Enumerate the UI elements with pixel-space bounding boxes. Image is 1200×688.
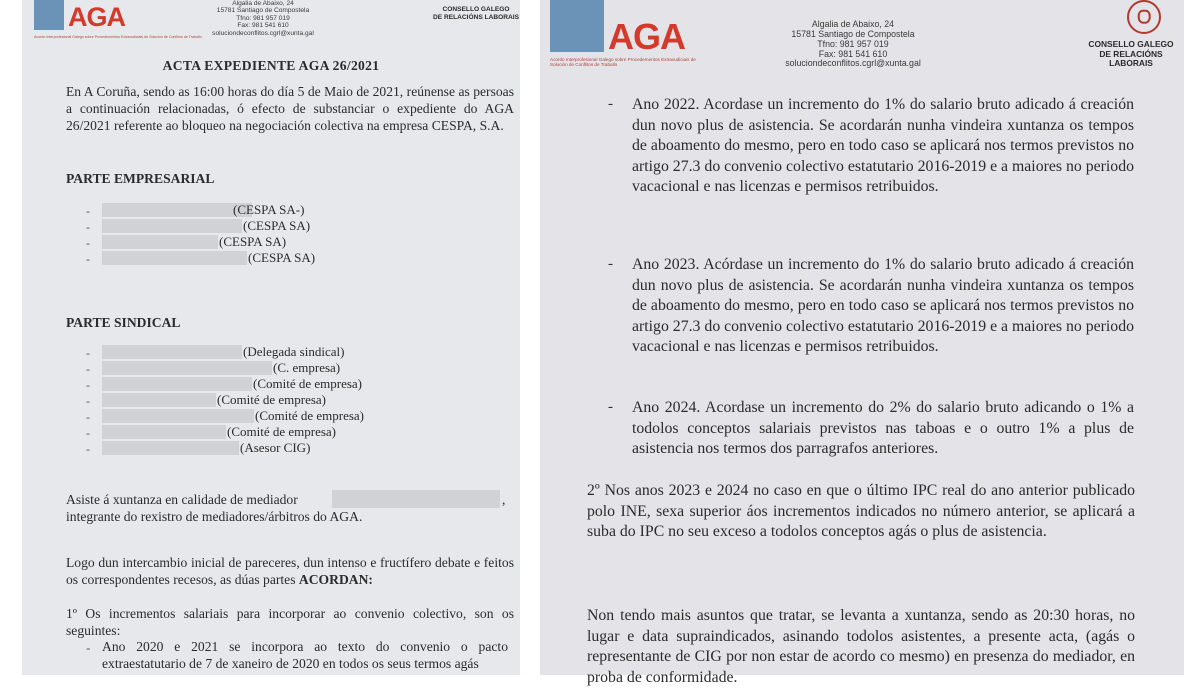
item-2024: Ano 2024. Acordase un incremento do 2% do salario bruto adicando o 1% a todolos conceptos salariais previstos nas taboas e o outro 1% a plus de asistencia nos termos dos parragrafos anteriores.	[632, 399, 1134, 457]
redacted-name	[102, 345, 242, 359]
member-affiliation: (CESPA SA)	[248, 250, 316, 265]
document-page-left	[22, 0, 520, 675]
list-dash: -	[86, 442, 90, 456]
redacted-name	[102, 425, 226, 439]
redacted-name	[102, 219, 242, 233]
list-dash: -	[86, 204, 90, 218]
mediator-line: integrante do rexistro de mediadores/árbitros do AGA.	[66, 509, 363, 524]
redacted-name	[102, 203, 252, 217]
member-affiliation: (Comité de empresa)	[227, 424, 337, 439]
aga-logo	[34, 0, 202, 50]
agreement-word: ACORDAN:	[298, 572, 373, 587]
list-dash: -	[86, 220, 90, 234]
closing-paragraph: Non tendo mais asuntos que tratar, se levanta a xuntanza, sendo as 20:30 horas, no lugar e data supraindicados, asinando todolos asistentes, a presente acta, (agás o representante de CIG por non estar de acordo co mesmo) en presenza do mediador, en proba de conformidade.	[587, 607, 1135, 686]
list-dash: -	[86, 378, 90, 392]
member-affiliation: (Asesor CIG)	[240, 440, 311, 455]
member-affiliation: (Comité de empresa)	[253, 376, 363, 391]
cglr-logo: CONSELLO GALEGO DE RELACIÓNS LABORAIS	[1088, 39, 1174, 69]
aga-logo-subtitle: Acordo Interprofesional Galego sobre Procedementos Extraxudiciais de Solución de Conflitos de Traballo	[34, 35, 202, 39]
agreement-intro: Logo dun intercambio inicial de pareceres, dun intenso e fructífero debate e feitos os correspondentes recesos, as dúas partes	[66, 555, 514, 587]
list-dash: -	[86, 346, 90, 360]
item-2022: Ano 2022. Acordase un incremento do 1% do salario bruto adicado á creación dun novo plus de asistencia. Se acordarán nunha vindeira xuntanza os tempos de aboamento do mesmo, pero en todo caso se aplicará nos termos previstos no artigo 27.3 do convenio colectivo estatutario 2016-2019 e a maiores no periodo vacacional e nas licenzas e permisos retribuidos.	[632, 96, 1134, 195]
point-1-item: Ano 2020 e 2021 se incorpora ao texto do convenio o pacto extraestatutario de 7 de xaneiro de 2020 en todos os seus termos agás	[102, 639, 508, 671]
list-dash: -	[86, 410, 90, 424]
redacted-name	[102, 377, 252, 391]
redacted-name	[102, 441, 239, 455]
member-affiliation: (CESPA SA)	[243, 218, 311, 233]
member-affiliation: (Comité de empresa)	[217, 392, 327, 407]
redacted-name	[102, 235, 218, 249]
redacted-name	[102, 393, 216, 407]
document-page-right	[540, 0, 1184, 686]
agreement-paragraph	[66, 554, 514, 588]
aga-logo-text: AGA	[68, 2, 125, 32]
member-affiliation: (Comité de empresa)	[255, 408, 365, 423]
point-2: 2º Nos anos 2023 e 2024 no caso en que o último IPC real do ano anterior publicado polo INE, sexa superior áos incrementos indicados no número anterior, se aplicará a suba do IPC no seu exceso a todolos conceptos agás o plus de asistencia.	[587, 482, 1135, 540]
list-dash: -	[86, 252, 90, 266]
redacted-name	[102, 251, 247, 265]
letterhead-address: Algalia de Abaixo, 24 15781 Santiago de Compostela Tfno: 981 957 019 Fax: 981 541 610 soluciondeconflitos.cgrl@xunta.gal	[212, 0, 314, 37]
item-2023: Ano 2023. Acórdase un incremento do 1% do salario bruto adicado á creación dun novo plus de asistencia. Se acordarán nunha vindeira xuntanza os tempos de aboamento do mesmo, pero en todo caso se aplicará nos termos previstos no artigo 27.3 do convenio colectivo estatutario 2016-2019 e a maiores no periodo vacacional e nas licenzas e permisos retribuidos.	[632, 256, 1134, 355]
member-affiliation: (Delegada sindical)	[243, 344, 345, 359]
member-affiliation: (CESPA SA-)	[233, 202, 305, 217]
aga-logo-text: AGA	[608, 16, 685, 57]
point-1: 1º Os incrementos salariais para incorporar ao convenio colectivo, son os seguintes:	[66, 606, 514, 638]
letterhead-address: Algalia de Abaixo, 24 15781 Santiago de Compostela Tfno: 981 957 019 Fax: 981 541 610 soluciondeconflitos.cgrl@xunta.gal	[785, 19, 921, 69]
mediator-comma: ,	[502, 492, 506, 507]
redacted-name	[102, 361, 272, 375]
aga-logo-subtitle: Acordo Interprofesional Galego sobre Procedementos Extraxudiciais de Solución de Conflitos de Traballo	[550, 57, 696, 67]
list-dash: -	[86, 236, 90, 250]
redacted-name	[102, 409, 254, 423]
list-dash: -	[608, 399, 613, 415]
empresarial-heading: PARTE EMPRESARIAL	[66, 171, 215, 186]
list-dash: -	[608, 96, 613, 112]
sindical-heading: PARTE SINDICAL	[66, 315, 181, 330]
list-dash: -	[86, 426, 90, 440]
list-dash: -	[86, 362, 90, 376]
list-dash: -	[86, 394, 90, 408]
member-affiliation: (C. empresa)	[273, 360, 341, 375]
aga-logo	[550, 0, 700, 76]
member-affiliation: (CESPA SA)	[219, 234, 287, 249]
list-dash: -	[608, 256, 613, 272]
cglr-logo: CONSELLO GALEGO DE RELACIÓNS LABORAIS	[432, 6, 520, 21]
mediator-line: Asiste á xuntanza en calidade de mediador	[66, 492, 298, 507]
intro-paragraph: En A Coruña, sendo as 16:00 horas do día 5 de Maio de 2021, reúnense as persoas a continuación relacionadas, ó efecto de substanciar o expediente do AGA 26/2021 referente ao bloqueo na negociación colectiva na empresa CESPA, S.A.	[66, 84, 514, 133]
list-dash: -	[86, 640, 91, 655]
cglr-seal-icon	[1127, 0, 1161, 34]
document-title: ACTA EXPEDIENTE AGA 26/2021	[162, 58, 380, 73]
redacted-mediator-name	[332, 490, 500, 508]
